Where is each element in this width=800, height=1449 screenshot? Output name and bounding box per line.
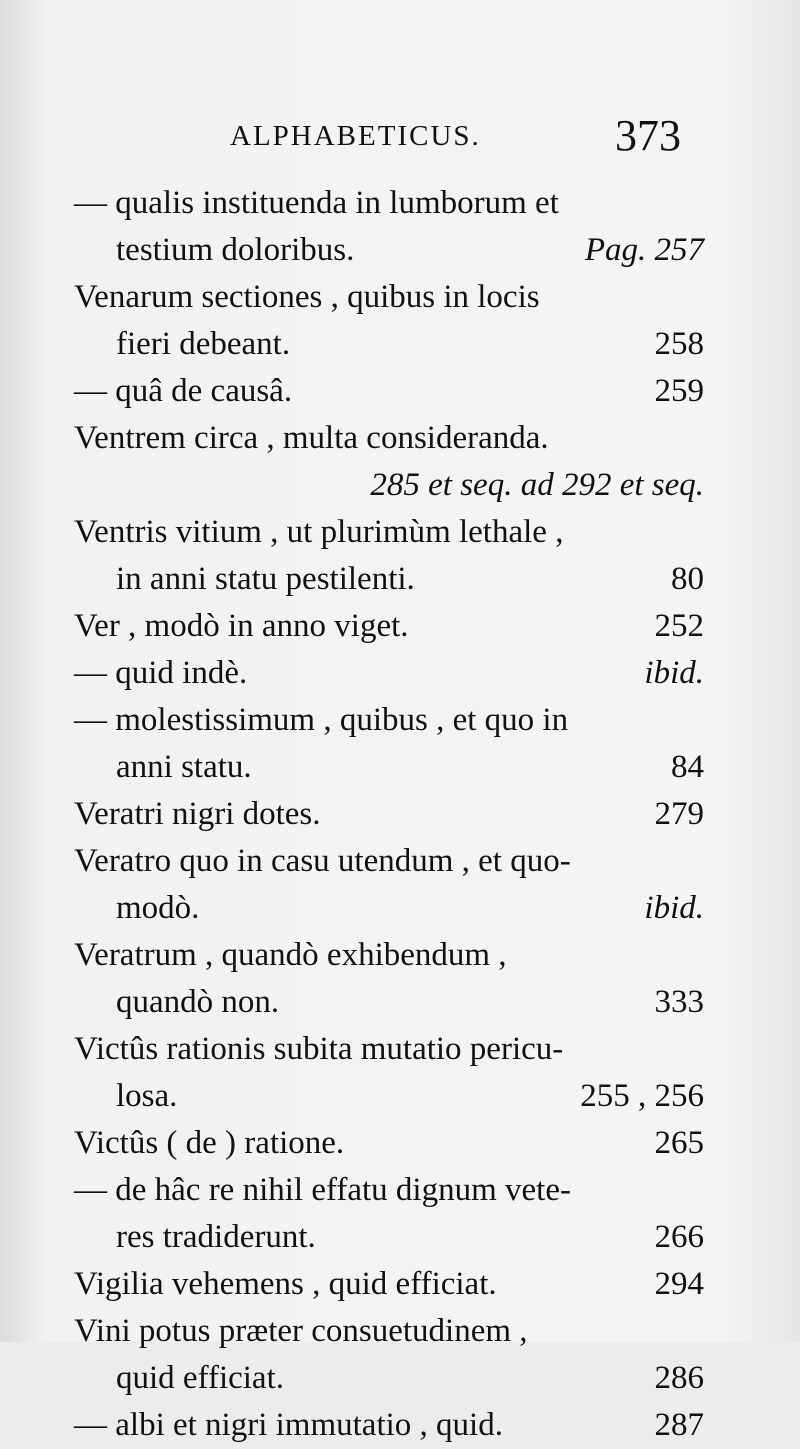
entry-text: Venarum sectiones , quibus in locis	[74, 279, 540, 315]
index-entry	[74, 368, 704, 415]
entry-continuation: res tradiderunt.	[116, 1219, 316, 1255]
entry-continuation: testium doloribus.	[116, 232, 355, 268]
index-entry	[74, 1402, 704, 1449]
entry-page: ibid.	[644, 655, 704, 691]
entry-text: Vini potus præter consuetudinem ,	[74, 1313, 528, 1349]
entry-text: — de hâc re nihil effatu dignum vete-	[74, 1172, 571, 1208]
index-entry	[74, 180, 704, 274]
index-entry	[74, 1308, 704, 1402]
entry-page: 286	[654, 1360, 704, 1396]
entry-page: 279	[654, 796, 704, 832]
entry-page: 294	[654, 1266, 704, 1302]
index-entry	[74, 650, 704, 697]
index-entry	[74, 1026, 704, 1120]
index-entry	[74, 838, 704, 932]
entry-page: 265	[654, 1125, 704, 1161]
entry-continuation: quandò non.	[116, 984, 280, 1020]
entry-page: 258	[654, 326, 704, 362]
index-entry	[74, 697, 704, 791]
entry-text: Victûs ( de ) ratione.	[74, 1125, 345, 1161]
entry-text: Vigilia vehemens , quid efficiat.	[74, 1266, 497, 1302]
entry-continuation: anni statu.	[116, 749, 252, 785]
entry-page: 266	[654, 1219, 704, 1255]
running-title: ALPHABETICUS.	[230, 120, 481, 152]
entry-text: Victûs rationis subita mutatio pericu-	[74, 1031, 564, 1067]
index-entry	[74, 603, 704, 650]
entry-text: — qualis instituenda in lumborum et	[74, 185, 559, 221]
entry-page: 252	[654, 608, 704, 644]
entry-text: Ventris vitium , ut plurimùm lethale ,	[74, 514, 564, 550]
index-entry	[74, 415, 704, 509]
entry-text: Ver , modò in anno viget.	[74, 608, 409, 644]
index-entries	[74, 180, 704, 1449]
page-header	[230, 110, 710, 170]
entry-page: 84	[671, 749, 704, 785]
entry-page: ibid.	[644, 890, 704, 926]
index-entry	[74, 1120, 704, 1167]
index-entry	[74, 932, 704, 1026]
index-entry	[74, 791, 704, 838]
entry-page: 259	[654, 373, 704, 409]
index-entry	[74, 1261, 704, 1308]
entry-page: 80	[671, 561, 704, 597]
entry-continuation: modò.	[116, 890, 200, 926]
entry-text: — molestissimum , quibus , et quo in	[74, 702, 569, 738]
entry-page: Pag. 257	[584, 232, 704, 268]
index-entry	[74, 509, 704, 603]
entry-text: Veratrum , quandò exhibendum ,	[74, 937, 507, 973]
entry-continuation: 285 et seq. ad 292 et seq.	[370, 467, 704, 503]
entry-page: 333	[654, 984, 704, 1020]
entry-continuation: quid efficiat.	[116, 1360, 284, 1396]
entry-page: 287	[654, 1407, 704, 1443]
entry-text: Veratro quo in casu utendum , et quo-	[74, 843, 571, 879]
entry-text: — quid indè.	[74, 655, 248, 691]
entry-continuation: losa.	[116, 1078, 178, 1114]
entry-text: Ventrem circa , multa consideranda.	[74, 420, 549, 456]
entry-page: 255 , 256	[580, 1078, 704, 1114]
index-entry	[74, 274, 704, 368]
entry-continuation: fieri debeant.	[116, 326, 291, 362]
index-entry	[74, 1167, 704, 1261]
entry-text: — quâ de causâ.	[74, 373, 293, 409]
entry-text: Veratri nigri dotes.	[74, 796, 321, 832]
page-number: 373	[615, 111, 681, 160]
entry-text: — albi et nigri immutatio , quid.	[74, 1407, 503, 1443]
entry-continuation: in anni statu pestilenti.	[116, 561, 415, 597]
